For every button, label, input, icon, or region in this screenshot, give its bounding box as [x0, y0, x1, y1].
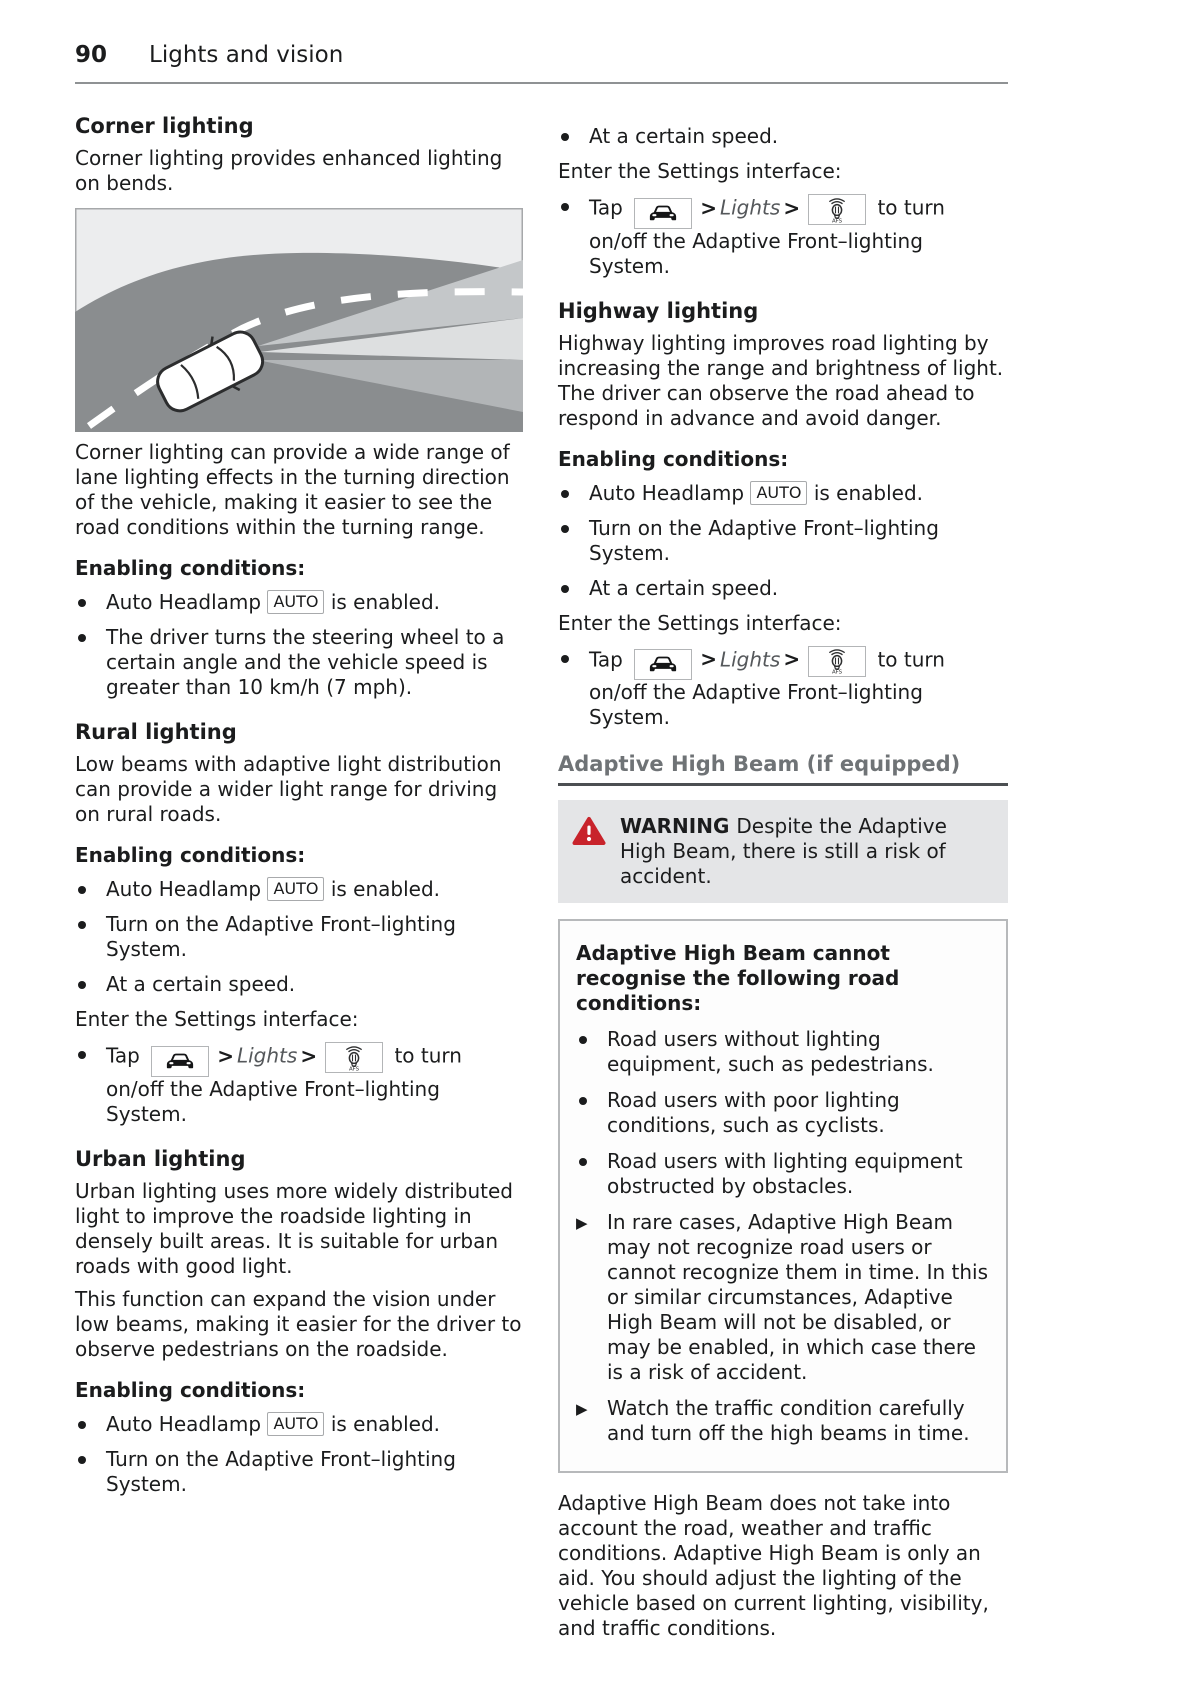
afs-lamp-glyph [825, 648, 849, 674]
bullet-list [558, 481, 1008, 601]
list-item-text [589, 516, 1008, 566]
warning-text [620, 814, 994, 889]
bullet-list [75, 1042, 525, 1127]
warning-box [558, 800, 1008, 903]
list-item [75, 912, 525, 962]
list-item [75, 972, 525, 997]
right-column [558, 114, 1008, 1649]
notice-title: Adaptive High Beam cannot recognise the following road conditions: [576, 941, 900, 1015]
text-run: Auto Headlamp [106, 877, 268, 901]
paragraph: Corner lighting can provide a wide range of lane lighting effects in the turning direction of the vehicle, making it easier to see the road conditions within the turning range. [75, 440, 510, 539]
list-item [558, 481, 1008, 506]
list-item-text [106, 1042, 525, 1127]
bullet-list [558, 646, 1008, 731]
auto-badge: AUTO [267, 590, 324, 614]
subsection-heading: Enabling conditions: [558, 446, 789, 471]
section-heading: Urban lighting [75, 1146, 246, 1171]
text-run: Turn on the Adaptive Front–lighting System. [106, 912, 456, 961]
list-item-text [589, 481, 1008, 506]
text-run: Turn on the Adaptive Front–lighting System. [106, 1446, 456, 1496]
list-item [558, 124, 1008, 149]
chevron-icon: > [700, 195, 717, 220]
chevron-icon: > [783, 647, 801, 671]
list-item-text [106, 972, 525, 997]
paragraph: Low beams with adaptive light distribution can provide a wider light range for driving on rural roads. [75, 752, 502, 826]
list-item [576, 1088, 990, 1138]
list-item [558, 516, 1008, 566]
paragraph: Enter the Settings interface: [75, 1007, 359, 1031]
paragraph: Highway lighting improves road lighting by increasing the range and brightness of light. The driver can observe the road ahead to respond in advance and avoid danger. [558, 330, 1004, 430]
menu-path-lights: Lights [236, 1043, 298, 1068]
warning-triangle-glyph [572, 816, 606, 846]
car-front-glyph [165, 1052, 195, 1071]
warning-label: WARNING [620, 814, 730, 838]
text-run: Tap [589, 195, 630, 220]
arrow-item [576, 1210, 990, 1385]
list-item [576, 1027, 990, 1077]
paragraph: Urban lighting uses more widely distributed light to improve the roadside lighting in densely built areas. It is suitable for urban roads with good light. [75, 1178, 513, 1278]
text-run: is enabled. [324, 1411, 441, 1436]
auto-badge: AUTO [267, 877, 324, 901]
gray-section-heading: Adaptive High Beam (if equipped) [558, 752, 961, 776]
menu-path-lights: Lights [719, 647, 781, 671]
page-header [0, 0, 1200, 84]
list-item-text [106, 1447, 525, 1497]
bullet-marker [561, 585, 569, 593]
list-item-text: Road users with poor lighting conditions, such as cyclists. [607, 1088, 900, 1137]
arrow-marker: ▶ [576, 1400, 588, 1418]
text-run: Auto Headlamp [589, 480, 751, 505]
list-item [75, 1042, 525, 1127]
bullet-marker [78, 921, 86, 929]
car-front-glyph [648, 204, 678, 223]
car-settings-icon [151, 1046, 209, 1077]
list-item [576, 1149, 990, 1199]
chapter-title: Lights and vision [149, 42, 344, 68]
list-item-text [106, 912, 525, 962]
section-heading: Rural lighting [75, 720, 237, 744]
car-settings-icon [634, 649, 692, 680]
afs-icon [325, 1042, 383, 1073]
notice-arrow-list [576, 1210, 990, 1446]
subsection-heading: Enabling conditions: [75, 1377, 306, 1402]
bullet-marker [78, 1051, 86, 1059]
afs-icon-label: AFS [349, 1066, 360, 1071]
list-item [558, 646, 1008, 731]
text-run: to turn on/off the Adaptive Front–lighting System. [589, 195, 945, 278]
bullet-list [75, 590, 525, 700]
chevron-icon: > [300, 1043, 318, 1068]
text-run: is enabled. [324, 877, 441, 901]
bullet-marker [561, 133, 569, 141]
page-number: 90 [75, 42, 108, 68]
chevron-icon: > [700, 647, 717, 671]
text-run: The driver turns the steering wheel to a certain angle and the vehicle speed is greater than 10 km/h (7 mph). [106, 625, 505, 699]
subsection-heading: Enabling conditions: [75, 843, 306, 867]
bullet-marker [579, 1158, 587, 1166]
bullet-marker [78, 1456, 86, 1464]
afs-lamp-glyph [342, 1045, 366, 1071]
bullet-marker [78, 1421, 86, 1429]
afs-lamp-glyph [825, 197, 849, 223]
bullet-marker [561, 203, 569, 211]
auto-badge: AUTO [750, 481, 807, 505]
list-item-text: Road users with lighting equipment obstructed by obstacles. [607, 1149, 963, 1198]
notice-box [558, 919, 1008, 1473]
list-item [75, 1412, 525, 1437]
warning-icon [572, 816, 606, 850]
afs-icon-label: AFS [832, 218, 843, 223]
arrow-item-text: Watch the traffic condition carefully and turn off the high beams in time. [607, 1396, 970, 1445]
paragraph: This function can expand the vision under low beams, making it easier for the driver to observe pedestrians on the roadside. [75, 1286, 522, 1361]
list-item [75, 877, 525, 902]
list-item-text [106, 1412, 525, 1437]
warning-message: Despite the Adaptive High Beam, there is still a risk of accident. [620, 814, 947, 888]
list-item-text [106, 625, 525, 700]
menu-path-lights: Lights [719, 195, 781, 220]
paragraph: Corner lighting provides enhanced lighting on bends. [75, 146, 503, 195]
text-run: is enabled. [324, 590, 441, 614]
car-front-glyph [648, 655, 678, 674]
afs-icon [808, 194, 866, 225]
left-column [75, 114, 525, 1649]
arrow-item-text: In rare cases, Adaptive High Beam may not recognize road users or cannot recognize them in time. In this or similar circumstances, Adaptive High Beam will not be disabled, or may be enabled, in which case there is a risk of accident. [607, 1210, 989, 1384]
bullet-marker [78, 634, 86, 642]
list-item-text [589, 124, 1008, 149]
section-heading: Highway lighting [558, 298, 759, 323]
bullet-list [75, 1412, 525, 1497]
text-run: Auto Headlamp [106, 1411, 268, 1436]
bullet-list [75, 877, 525, 997]
list-item-text [106, 590, 525, 615]
paragraph: Adaptive High Beam does not take into account the road, weather and traffic conditions. Adaptive High Beam is only an aid. You should adjust the lighting of the vehicle based on current lighting, visibility, and traffic conditions. [558, 1491, 989, 1640]
corner-lighting-figure [75, 208, 525, 432]
paragraph: Enter the Settings interface: [558, 610, 842, 635]
list-item [558, 576, 1008, 601]
afs-icon-label: AFS [832, 669, 843, 674]
text-run: Tap [589, 647, 630, 671]
text-run: Turn on the Adaptive Front–lighting System. [589, 515, 939, 565]
bullet-marker [78, 886, 86, 894]
text-run: to turn on/off the Adaptive Front–lighting System. [106, 1043, 462, 1126]
list-item [75, 625, 525, 700]
text-run: Tap [106, 1043, 147, 1068]
text-run: At a certain speed. [106, 972, 296, 996]
bullet-marker [579, 1097, 587, 1105]
list-item-text: Road users without lighting equipment, such as pedestrians. [607, 1027, 934, 1076]
car-settings-icon [634, 198, 692, 229]
bullet-list [558, 124, 1008, 149]
text-run: is enabled. [807, 480, 924, 505]
chevron-icon: > [217, 1043, 234, 1068]
list-item-text [589, 646, 1008, 731]
arrow-marker: ▶ [576, 1214, 588, 1232]
bullet-marker [579, 1036, 587, 1044]
section-rule [558, 783, 1008, 786]
bullet-marker [78, 599, 86, 607]
list-item-text [106, 877, 525, 902]
two-column-layout [0, 84, 1200, 1649]
bullet-marker [561, 490, 569, 498]
chevron-icon: > [783, 195, 801, 220]
text-run: to turn on/off the Adaptive Front–lighting System. [589, 647, 945, 729]
arrow-item [576, 1396, 990, 1446]
text-run: Auto Headlamp [106, 590, 268, 614]
bullet-marker [561, 525, 569, 533]
paragraph: Enter the Settings interface: [558, 159, 842, 183]
text-run: At a certain speed. [589, 575, 779, 600]
list-item-text [589, 576, 1008, 601]
section-heading: Corner lighting [75, 114, 254, 138]
subsection-heading: Enabling conditions: [75, 556, 306, 580]
auto-badge: AUTO [267, 1412, 324, 1436]
gray-section [558, 752, 1008, 786]
list-item [558, 194, 1008, 279]
bullet-list [558, 194, 1008, 279]
list-item-text [589, 194, 1008, 279]
list-item [75, 590, 525, 615]
list-item [75, 1447, 525, 1497]
notice-bullet-list [576, 1027, 990, 1199]
text-run: At a certain speed. [589, 124, 779, 148]
bullet-marker [78, 981, 86, 989]
bullet-marker [561, 655, 569, 663]
afs-icon [808, 646, 866, 677]
